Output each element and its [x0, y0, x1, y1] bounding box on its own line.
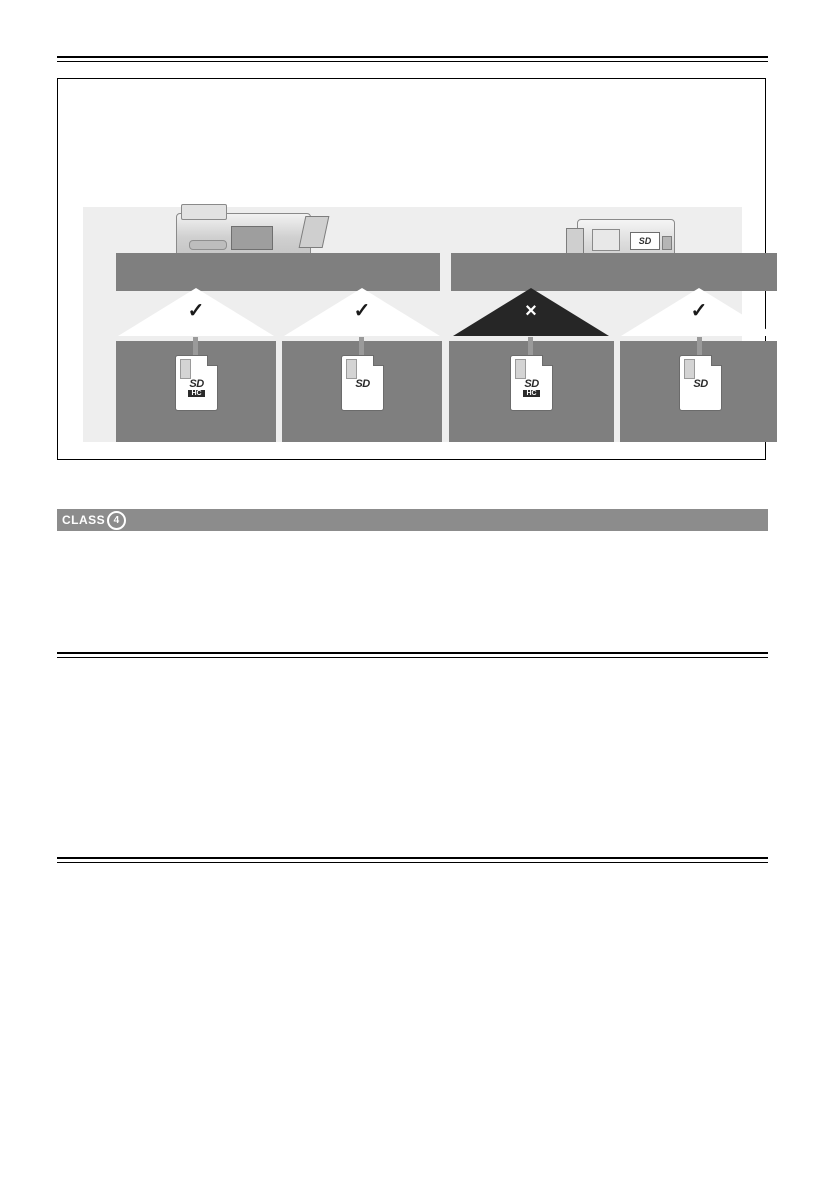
consumer-camcorder-lens [566, 228, 584, 256]
middle-rule-heavy [57, 652, 768, 654]
verdict-triangle-1 [118, 288, 274, 336]
header-bar-left [116, 253, 440, 291]
lower-rule-light [57, 862, 768, 863]
sdhc-card-1 [175, 355, 218, 411]
middle-rule-light [57, 657, 768, 658]
viewfinder-hood [181, 204, 227, 220]
sdhc-card-3 [510, 355, 553, 411]
sd-logo-text: SD [524, 378, 539, 390]
card-contacts [346, 359, 357, 379]
verdict-triangle-4 [621, 288, 777, 336]
header-bar-right [451, 253, 777, 291]
hc-suffix-text: HC [188, 390, 204, 397]
consumer-camcorder-lcd [592, 229, 620, 251]
class-rating-bar [57, 509, 768, 531]
class-logo [62, 512, 126, 528]
hc-suffix [176, 390, 217, 397]
top-rule-heavy [57, 56, 768, 58]
connector-stem-2 [359, 337, 364, 355]
connector-stem-4 [697, 337, 702, 355]
hc-suffix-text: HC [523, 390, 539, 397]
card-slot [662, 236, 672, 250]
class-label: CLASS [62, 513, 106, 527]
camcorder-controls [189, 240, 227, 250]
verdict-triangle-3 [453, 288, 609, 336]
connector-stem-3 [528, 337, 533, 355]
card-contacts [180, 359, 191, 379]
figure-box [57, 78, 766, 460]
sd-logo-text: SD [693, 378, 708, 390]
verdict-mark: ✓ [353, 300, 371, 322]
camcorder-screen [231, 226, 273, 250]
verdict-triangle-2 [284, 288, 440, 336]
card-contacts [515, 359, 526, 379]
hc-suffix [511, 390, 552, 397]
sd-card-2 [341, 355, 384, 411]
sd-card-4 [679, 355, 722, 411]
sd-logo-badge: SD [630, 232, 660, 250]
top-rule-light [57, 61, 768, 62]
sd-logo-text: SD [355, 378, 370, 390]
connector-stem-1 [193, 337, 198, 355]
verdict-mark: ✓ [690, 300, 708, 322]
sd-logo-text: SD [189, 378, 204, 390]
class-number-badge: 4 [107, 511, 126, 530]
verdict-mark: × [525, 300, 537, 322]
lower-rule-heavy [57, 857, 768, 859]
verdict-mark: ✓ [187, 300, 205, 322]
card-contacts [684, 359, 695, 379]
